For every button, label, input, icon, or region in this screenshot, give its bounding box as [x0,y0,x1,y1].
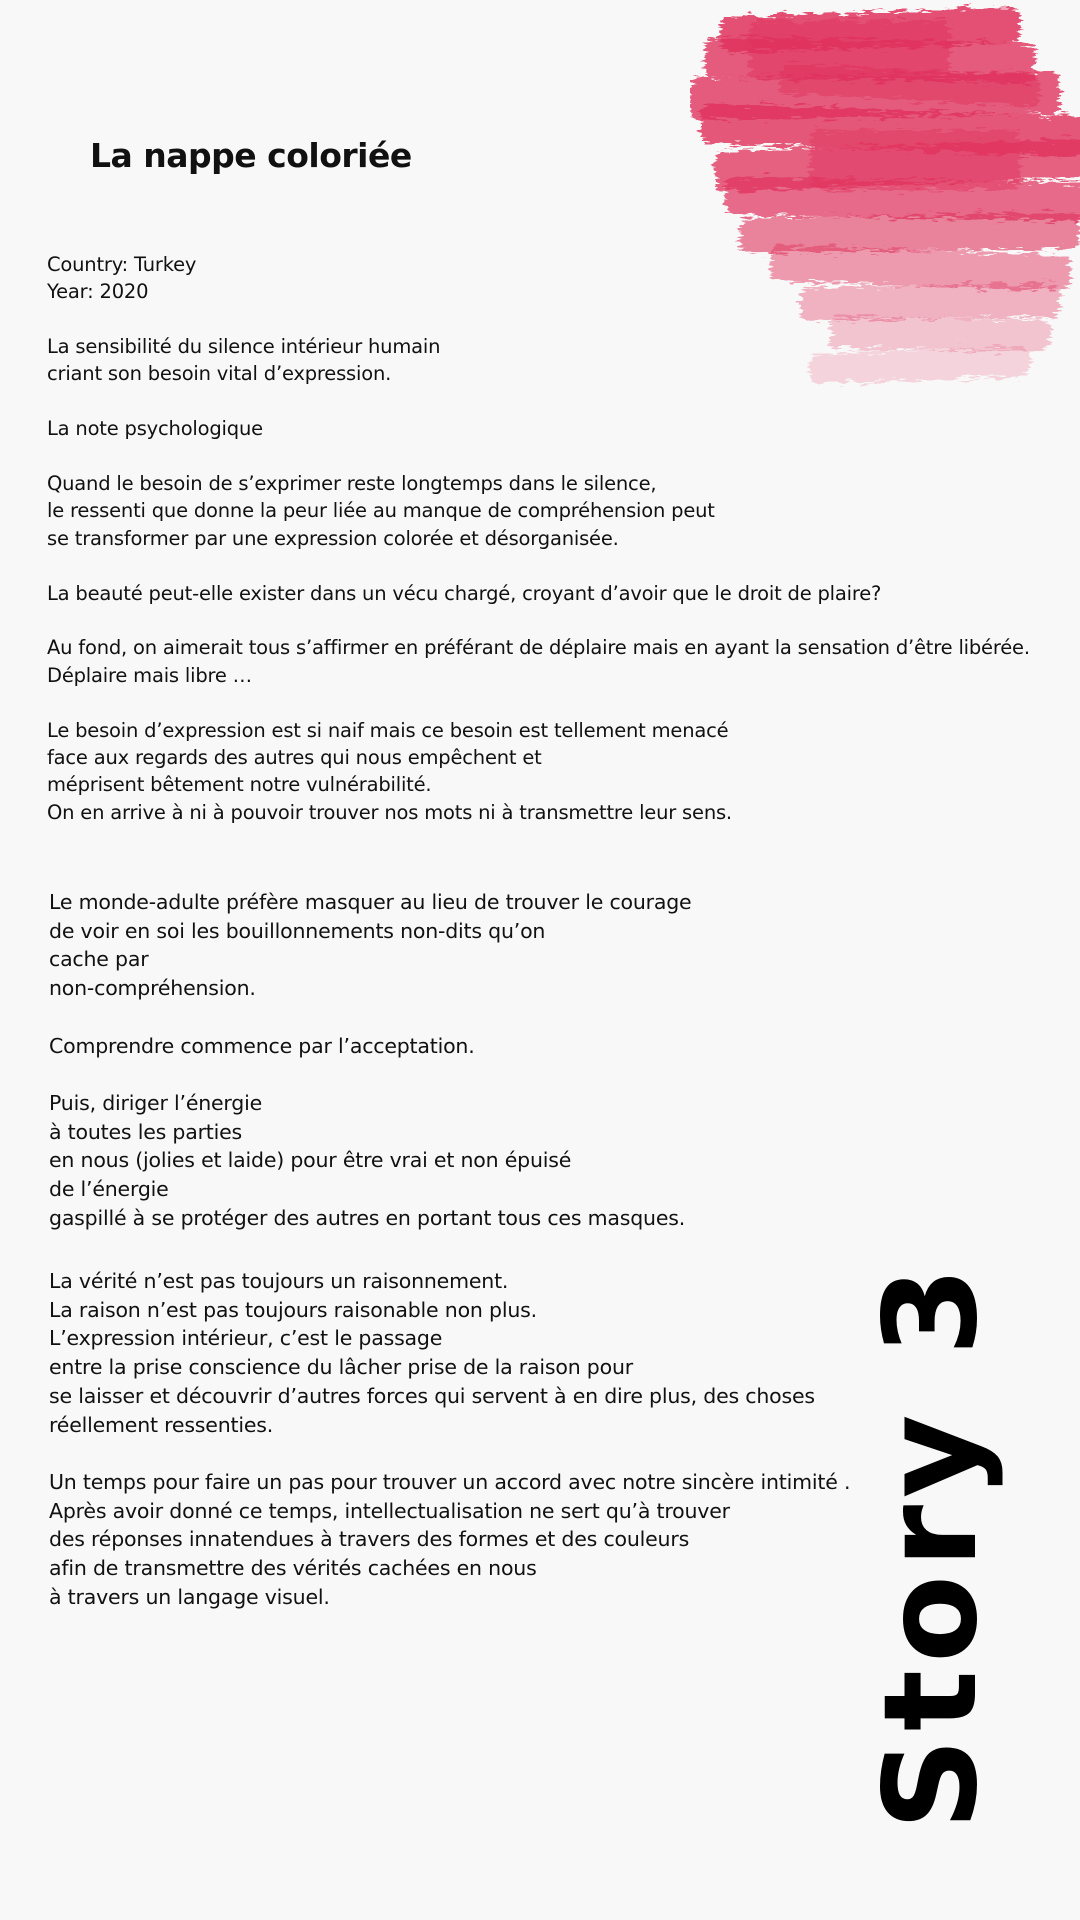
intro-line: Déplaire mais libre … [47,663,252,687]
paint-stroke [810,130,1020,190]
intro-line: Au fond, on aimerait tous s’affirmer en préférant de déplaire mais en ayant la sensation d’être libérée. [47,636,1030,660]
adult-world-line: Comprendre commence par l’acceptation. [49,1033,475,1058]
adult-world-line: de voir en soi les bouillonnements non-dits qu’on [49,918,546,943]
story-label: Story 3 [857,1259,1006,1831]
truth-line: à travers un langage visuel. [49,1584,330,1609]
adult-world-line: Puis, diriger l’énergie [49,1090,263,1115]
truth-line: des réponses innatendues à travers des formes et des couleurs [49,1527,690,1552]
adult-world-line: gaspillé à se protéger des autres en portant tous ces masques. [49,1205,686,1230]
country-line: Country: Turkey [47,253,197,276]
intro-line: méprisent bêtement notre vulnérabilité. [47,773,432,797]
paragraph-spacer [49,1003,691,1032]
intro-line: Le besoin d’expression est si naif mais ce besoin est tellement menacé [47,718,729,742]
intro-line: criant son besoin vital d’expression. [47,362,392,386]
truth-line: réellement ressenties. [49,1412,274,1437]
paragraph-spacer [47,552,1030,579]
truth-line: entre la prise conscience du lâcher prise de la raison pour [49,1355,633,1380]
paragraph-spacer [47,607,1030,634]
adult-world-line: non-compréhension. [49,976,256,1001]
intro-line: se transformer par une expression colorée et désorganisée. [47,526,619,550]
adult-world-section [49,888,691,1232]
adult-world-line: Le monde-adulte préfère masquer au lieu de trouver le courage [49,890,692,914]
intro-section [47,333,1030,826]
truth-line: La vérité n’est pas toujours un raisonnement. [49,1269,509,1293]
truth-line: L’expression intérieur, c’est le passage [49,1326,443,1351]
truth-line: Un temps pour faire un pas pour trouver un accord avec notre sincère intimité . [49,1469,851,1494]
adult-world-line: à toutes les parties [49,1119,243,1144]
intro-line: La sensibilité du silence intérieur humain [47,335,441,358]
paragraph-spacer [49,1439,850,1468]
paint-stroke [800,283,1061,322]
paragraph-spacer [49,1060,691,1089]
truth-line: Après avoir donné ce temps, intellectualisation ne sert qu’à trouver [49,1498,730,1523]
truth-line: afin de transmettre des vérités cachées en nous [49,1556,537,1581]
adult-world-line: cache par [49,947,149,972]
adult-world-line: en nous (jolies et laide) pour être vrai et non épuisé [49,1148,572,1173]
intro-line: face aux regards des autres qui nous empêchent et [47,746,542,770]
paragraph-spacer [47,388,1030,415]
intro-line: La beauté peut-elle exister dans un vécu chargé, croyant d’avoir que le droit de plaire? [47,581,882,605]
meta-info [47,251,196,306]
year-line: Year: 2020 [47,280,149,304]
truth-section [49,1267,850,1611]
truth-line: La raison n’est pas toujours raisonable non plus. [49,1297,537,1322]
intro-line: On en arrive à ni à pouvoir trouver nos mots ni à transmettre leur sens. [47,800,732,824]
intro-line: Quand le besoin de s’exprimer reste longtemps dans le silence, [47,472,657,495]
intro-line: le ressenti que donne la peur liée au manque de compréhension peut [47,499,715,523]
intro-line: La note psychologique [47,417,263,441]
paragraph-spacer [47,443,1030,470]
adult-world-line: de l’énergie [49,1177,169,1201]
page-title: La nappe coloriée [90,136,412,175]
truth-line: se laisser et découvrir d’autres forces qui servent à en dire plus, des choses [49,1383,815,1408]
paragraph-spacer [47,689,1030,716]
